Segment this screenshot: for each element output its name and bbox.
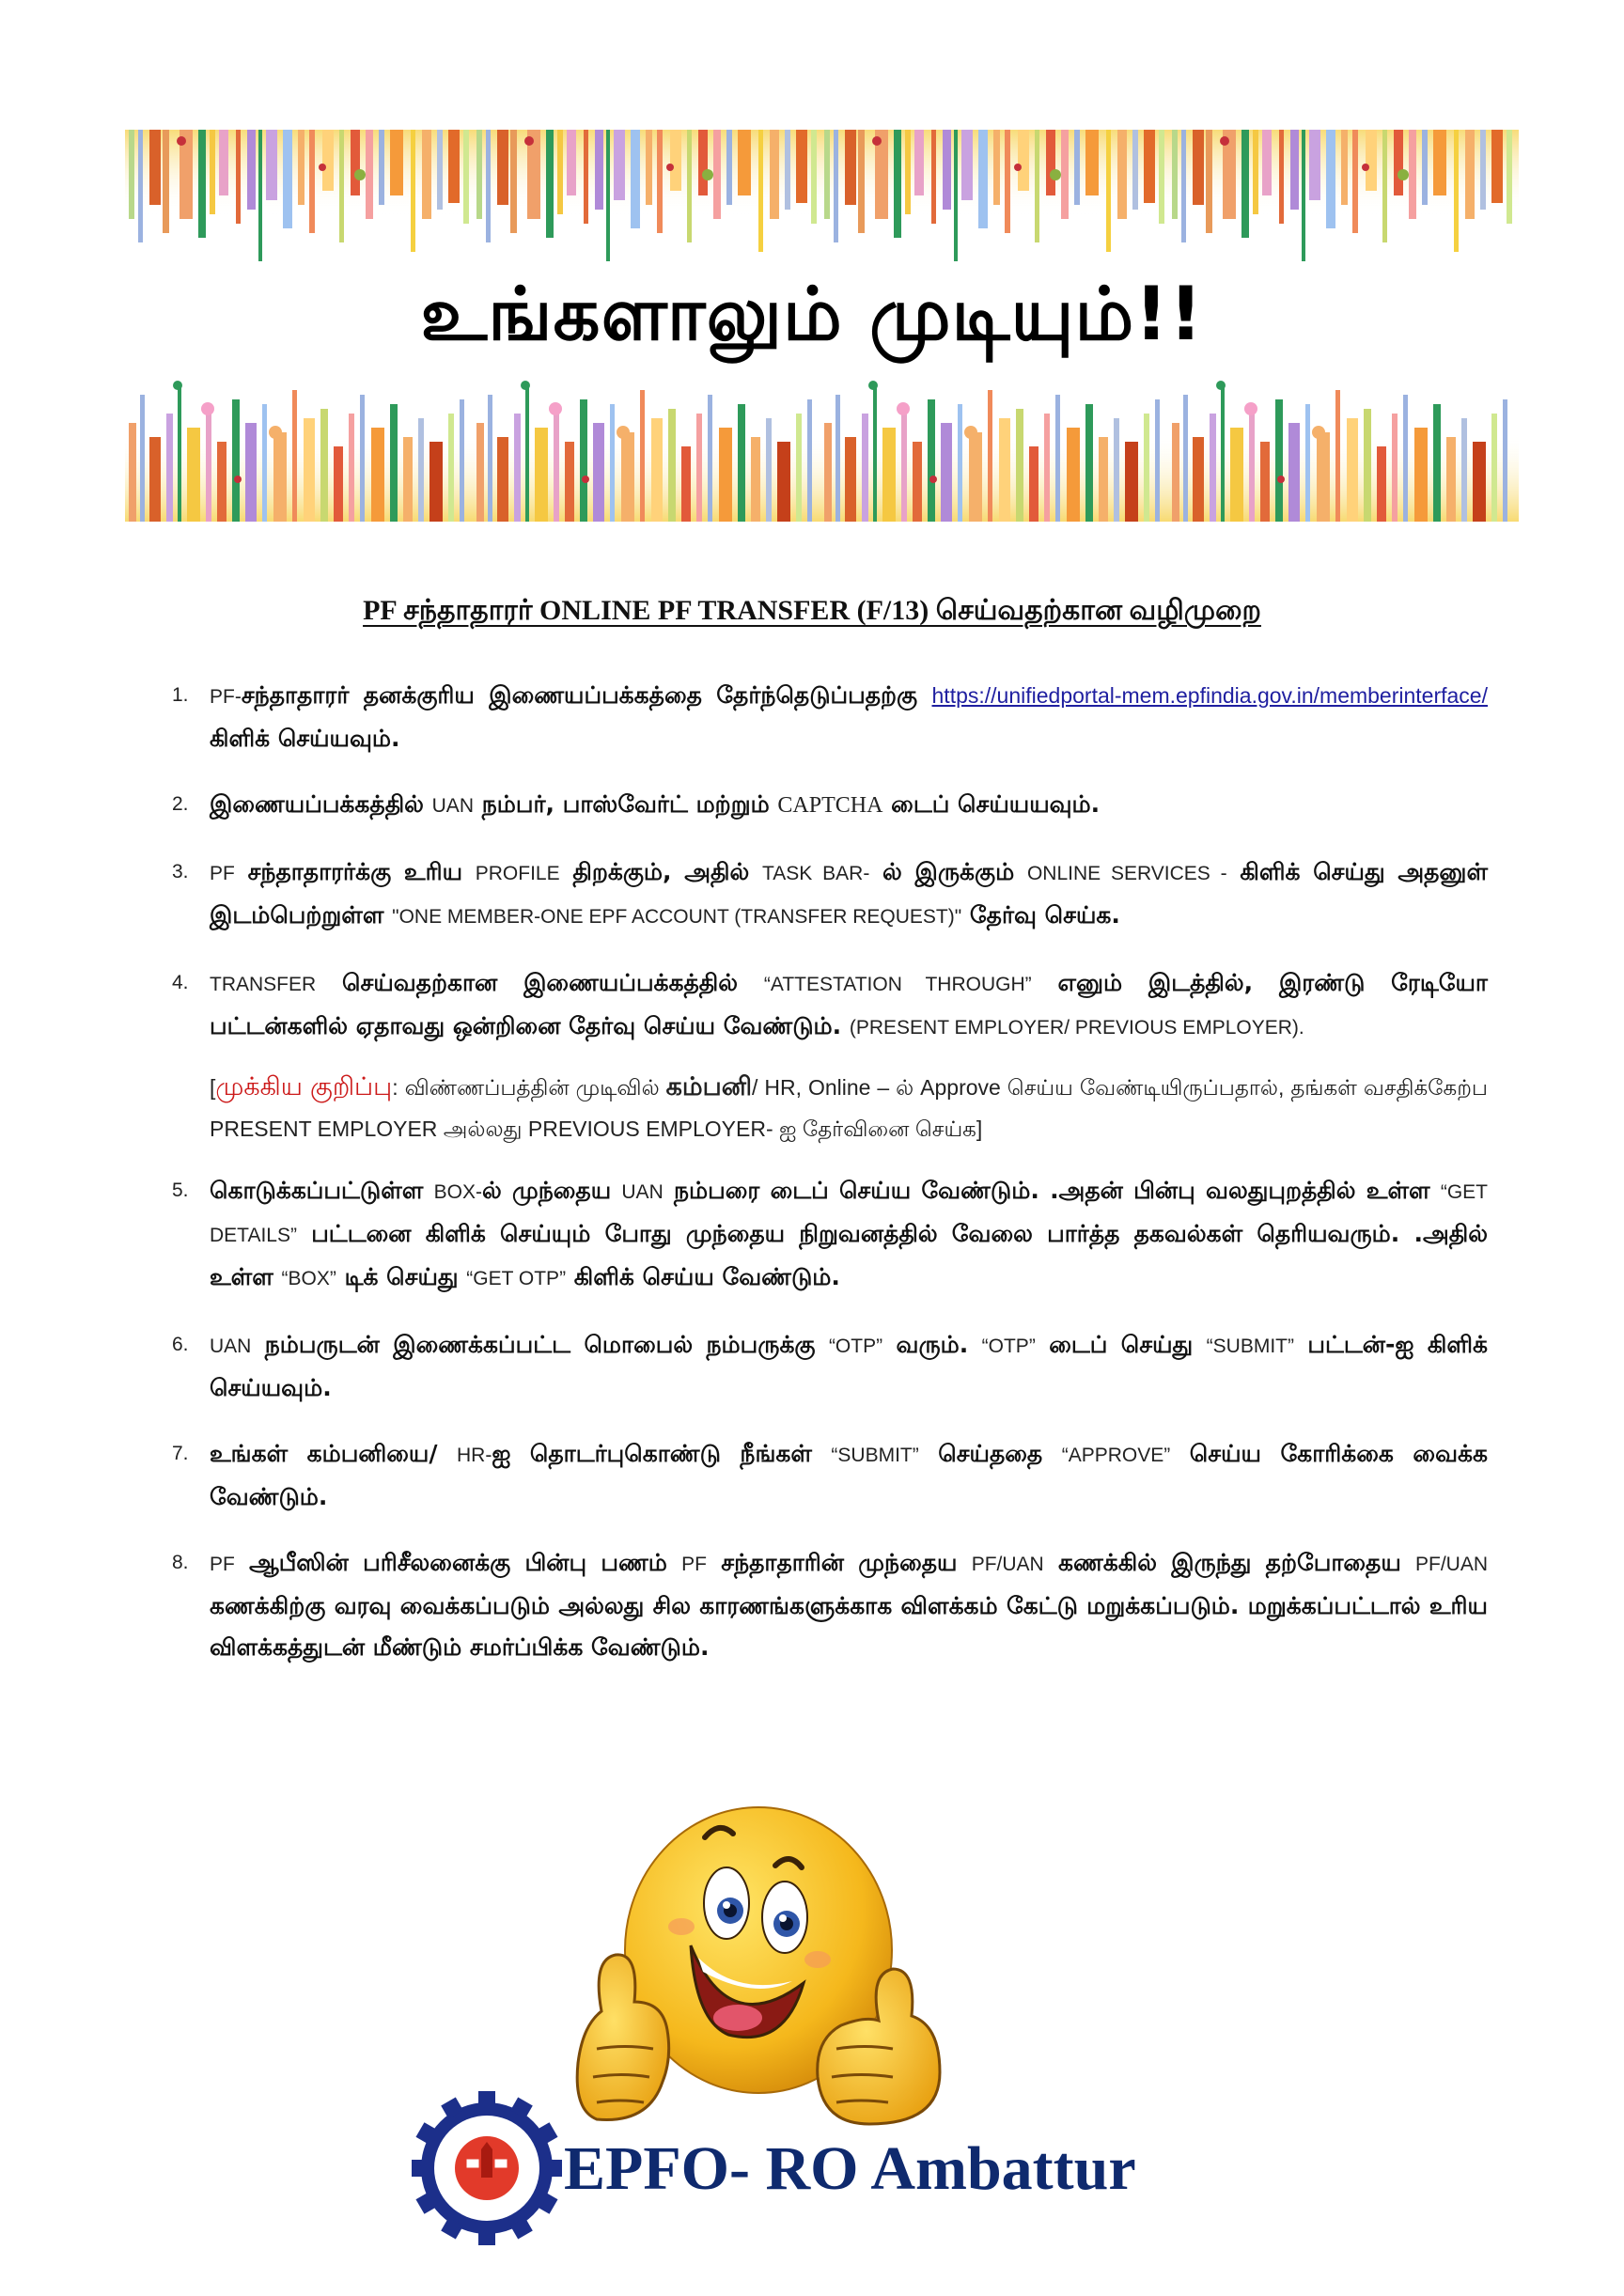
step-number: 2.	[172, 793, 189, 815]
step-text: PF	[210, 1554, 235, 1575]
step-text: திறக்கும், அதில்	[559, 858, 762, 885]
step-text: UAN	[431, 795, 474, 817]
step-text: ஐ தொடர்புகொண்டு நீங்கள்	[492, 1440, 832, 1467]
step-text: “OTP”	[981, 1335, 1036, 1357]
step-text: “SUBMIT”	[831, 1445, 919, 1466]
step-text: சந்தாதாரின் முந்தைய	[707, 1549, 972, 1576]
step-text: வரும்.	[882, 1331, 982, 1358]
step-number: 7.	[172, 1443, 189, 1464]
note-text: கம்பனி	[665, 1072, 753, 1101]
step-text: கிளிக் செய்யவும்.	[210, 725, 400, 752]
step-text: ONLINE SERVICES -	[1026, 863, 1227, 884]
thumbs-up-smiley-icon	[512, 1800, 1001, 2138]
step-text: டைப் செய்து	[1035, 1331, 1207, 1358]
step-text: நம்பர், பாஸ்வேர்ட் மற்றும்	[473, 790, 778, 818]
epfo-gear-logo-icon	[412, 2082, 562, 2251]
step-number: 4.	[172, 972, 189, 993]
step-text: “APPROVE”	[1061, 1445, 1171, 1466]
step-text: சந்தாதாரர்க்கு உரிய	[234, 858, 476, 885]
note-label: முக்கிய குறிப்பு	[215, 1072, 393, 1101]
step-number: 5.	[172, 1179, 189, 1201]
step-6	[172, 1324, 1488, 1409]
step-text: சந்தாதாரர் தனக்குரிய இணையப்பக்கத்தை தேர்ந்தெடுப்பதற்கு	[241, 681, 932, 709]
step-text: TRANSFER	[210, 974, 317, 995]
epfo-brand-text: EPFO- RO Ambattur	[564, 2134, 1136, 2203]
step-text: கிளிக் செய்து அதனுள் இடம்பெற்றுள்ள	[210, 858, 1488, 929]
step-text: ல் முந்தைய	[481, 1177, 622, 1204]
step-text: செய்வதற்கான இணையப்பக்கத்தில்	[316, 969, 764, 996]
step-text: “ATTESTATION THROUGH”	[763, 974, 1032, 995]
step-text: நம்பரை டைப் செய்ய வேண்டும். .அதன் பின்பு வலதுபுறத்தில் உள்ள	[663, 1177, 1441, 1204]
step-text: HR-	[457, 1445, 492, 1466]
step-text: உங்கள் கம்பனியை/	[210, 1440, 457, 1467]
note-bracket: [	[210, 1075, 216, 1100]
step-text: செய்ததை	[918, 1440, 1062, 1467]
step-text: “SUBMIT”	[1206, 1335, 1294, 1357]
important-note	[172, 1066, 1488, 1149]
decorative-banner-top	[125, 130, 1519, 271]
step-text: தேர்வு செய்க.	[961, 901, 1120, 929]
step-text: PF/UAN	[1415, 1554, 1489, 1575]
step-text: டிக் செய்து	[336, 1263, 467, 1290]
step-text: எனும் இடத்தில், இரண்டு ரேடியோ பட்டன்களில் ஏதாவது ஒன்றினை தேர்வு செய்ய வேண்டும்.	[210, 969, 1488, 1039]
step-text: கணக்கில் இருந்து தற்போதைய	[1043, 1549, 1415, 1576]
paint-drip-pattern-icon	[125, 130, 1519, 271]
step-text: கொடுக்கப்பட்டுள்ள	[210, 1177, 434, 1204]
paint-drip-pattern-icon	[125, 367, 1519, 522]
step-text: செய்ய கோரிக்கை வைக்க வேண்டும்.	[210, 1440, 1488, 1510]
step-text: நம்பருடன் இணைக்கப்பட்ட மொபைல் நம்பருக்கு	[251, 1331, 829, 1358]
step-text: (PRESENT EMPLOYER/ PREVIOUS EMPLOYER).	[849, 1017, 1304, 1039]
decorative-banner-bottom	[125, 367, 1519, 522]
note-text: / HR, Online – ல் Approve செய்ய வேண்டியிருப்பதால், தங்கள் வசதிக்கேற்ப PRESENT EMPLOYER அல்லது PREVIOUS EMPLOYER- ஐ தேர்வினை செய்க]	[210, 1075, 1488, 1141]
step-text: UAN	[210, 1335, 252, 1357]
step-text: PF/UAN	[971, 1554, 1044, 1575]
step-text: கணக்கிற்கு வரவு வைக்கப்படும் அல்லது சில காரணங்களுக்காக விளக்கம் கேட்டு மறுக்கப்படும். மறுக்கப்பட்டால் உரிய விளக்கத்துடன் மீண்டும் சமர்ப்பிக்க வேண்டும்.	[210, 1592, 1488, 1661]
hero-title: உங்களாலும் முடியும்!!	[420, 273, 1204, 357]
step-text: TASK BAR-	[762, 863, 870, 884]
step-text: CAPTCHA	[777, 793, 883, 818]
step-number: 8.	[172, 1552, 189, 1573]
step-text: "ONE MEMBER-ONE EPF ACCOUNT (TRANSFER REQUEST)"	[392, 906, 962, 928]
step-1	[172, 675, 1488, 759]
step-text: PF	[210, 863, 235, 884]
step-text: இணையப்பக்கத்தில்	[210, 790, 432, 818]
step-7	[172, 1433, 1488, 1518]
document-heading	[0, 592, 1624, 630]
step-text: “GET OTP”	[466, 1268, 567, 1289]
step-text: ஆபீஸின் பரிசீலனைக்கு பின்பு பணம்	[234, 1549, 682, 1576]
step-text: “OTP”	[828, 1335, 883, 1357]
member-portal-link[interactable]: https://unifiedportal-mem.epfindia.gov.in/memberinterface/	[931, 683, 1488, 708]
step-number: 6.	[172, 1334, 189, 1355]
step-8	[172, 1542, 1488, 1668]
step-text: “GET DETAILS”	[210, 1181, 1488, 1246]
step-text: BOX-	[433, 1181, 482, 1203]
step-4	[172, 962, 1488, 1049]
step-5	[172, 1170, 1488, 1300]
step-number: 1.	[172, 684, 189, 706]
step-text: பட்டன்-ஐ கிளிக் செய்யவும்.	[210, 1331, 1489, 1401]
step-text: ல் இருக்கும்	[869, 858, 1027, 885]
step-text: பட்டனை கிளிக் செய்யும் போது முந்தைய நிறுவனத்தில் வேலை பார்த்த தகவல்கள் தெரியவரும். .அதில் உள்ள	[210, 1220, 1488, 1290]
note-text: : விண்ணப்பத்தின் முடிவில்	[392, 1075, 666, 1100]
step-3	[172, 851, 1488, 938]
step-text: UAN	[621, 1181, 664, 1203]
step-text: கிளிக் செய்ய வேண்டும்.	[566, 1263, 840, 1290]
step-number: 3.	[172, 861, 189, 882]
step-text: PF	[681, 1554, 707, 1575]
heading-text: PF சந்தாதாரர் ONLINE PF TRANSFER (F/13) செய்வதற்கான வழிமுறை	[363, 595, 1261, 626]
steps-list	[172, 675, 1488, 1693]
step-2	[172, 784, 1488, 827]
step-text: டைப் செய்யயவும்.	[882, 790, 1101, 818]
step-text: PROFILE	[475, 863, 560, 884]
step-text: “BOX”	[281, 1268, 336, 1289]
step-text: PF-	[210, 686, 242, 708]
